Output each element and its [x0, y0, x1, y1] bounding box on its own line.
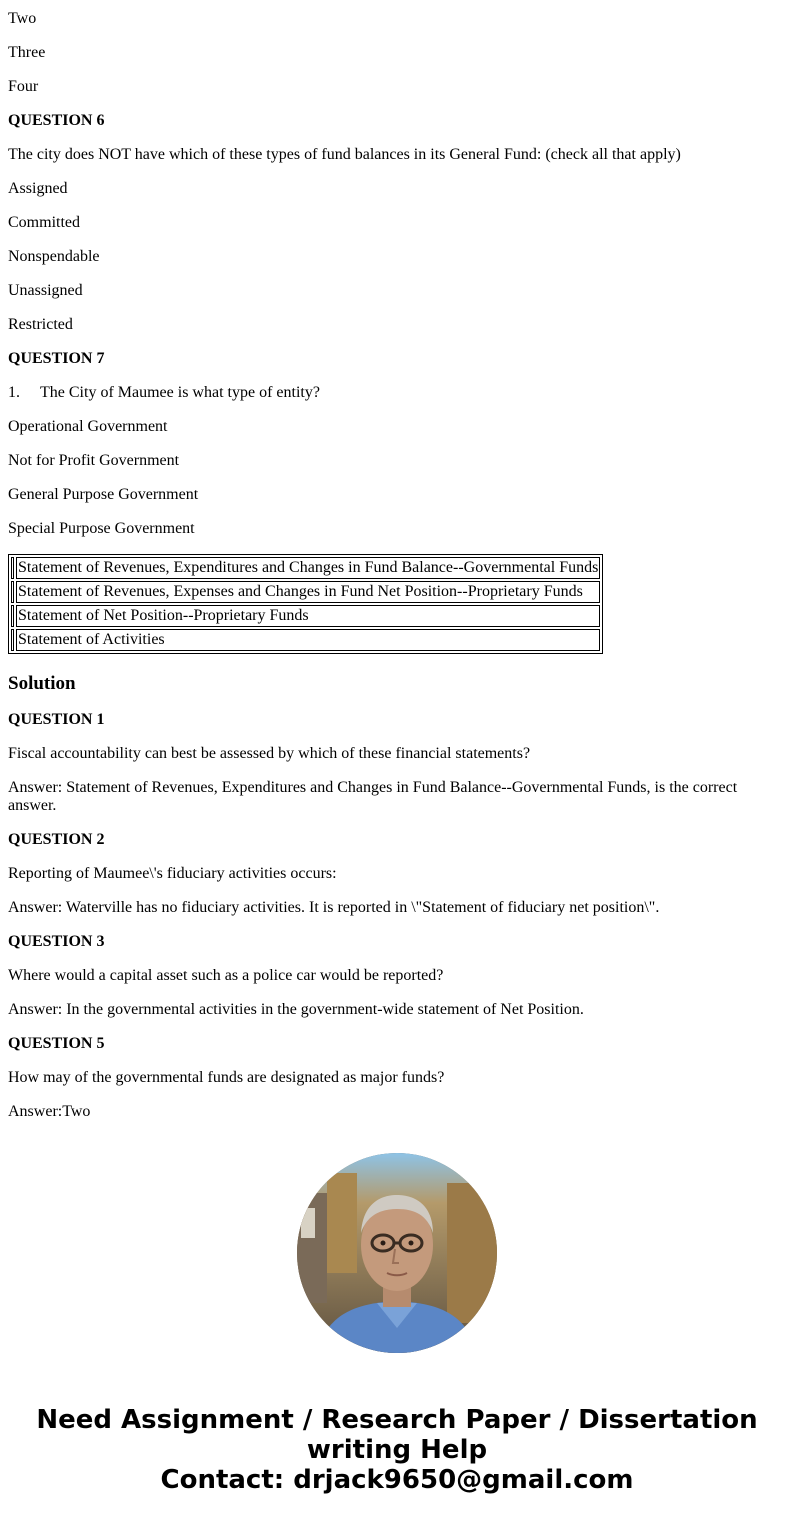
question-7-number: 1. [8, 384, 20, 401]
solution-question-text: Fiscal accountability can best be assessed by which of these financial statements? [8, 745, 531, 762]
solution-answer-text: Answer: Statement of Revenues, Expenditures and Changes in Fund Balance--Governmental Funds, is the correct answer. [8, 779, 738, 814]
statements-table [8, 554, 603, 654]
option-text: Four [8, 78, 39, 95]
solution-question-text: Reporting of Maumee\'s fiduciary activities occurs: [8, 865, 337, 882]
table-cell: Statement of Revenues, Expenditures and Changes in Fund Balance--Governmental Funds [16, 557, 600, 579]
question-6-text: The city does NOT have which of these types of fund balances in its General Fund: (check all that apply) [8, 146, 681, 163]
table-cell-blank [11, 557, 14, 579]
table-cell: Statement of Activities [16, 629, 600, 651]
solution-question-heading: QUESTION 2 [8, 831, 105, 848]
table-cell-blank [11, 629, 14, 651]
solution-answer-text: Answer: Waterville has no fiduciary activities. It is reported in \"Statement of fiduciary net position\". [8, 899, 660, 916]
question-7-heading: QUESTION 7 [8, 350, 105, 367]
solution-question-heading: QUESTION 5 [8, 1035, 105, 1052]
solution-question-heading: QUESTION 1 [8, 711, 105, 728]
option-text: Unassigned [8, 282, 83, 299]
solution-question-heading: QUESTION 3 [8, 933, 105, 950]
option-text: Not for Profit Government [8, 452, 180, 469]
option-text: Two [8, 10, 37, 27]
document-body [8, 0, 778, 1137]
option-text: Special Purpose Government [8, 520, 195, 537]
solution-question-text: Where would a capital asset such as a police car would be reported? [8, 967, 444, 984]
solution-answer-text: Answer: In the governmental activities in the government-wide statement of Net Position. [8, 1001, 584, 1018]
tutor-avatar [297, 1153, 497, 1353]
solution-heading: Solution [8, 673, 76, 694]
table-cell-blank [11, 581, 14, 603]
promo-banner [0, 1405, 794, 1495]
promo-contact: Contact: drjack9650@gmail.com [160, 1465, 634, 1495]
option-text: Committed [8, 214, 80, 231]
option-text: General Purpose Government [8, 486, 199, 503]
option-text: Operational Government [8, 418, 168, 435]
solution-question-text: How may of the governmental funds are designated as major funds? [8, 1069, 445, 1086]
table-row [11, 605, 600, 627]
option-text: Restricted [8, 316, 73, 333]
solution-answer-text: Answer:Two [8, 1103, 91, 1120]
table-row [11, 557, 600, 579]
table-cell: Statement of Revenues, Expenses and Changes in Fund Net Position--Proprietary Funds [16, 581, 600, 603]
option-text: Assigned [8, 180, 68, 197]
avatar-portrait-icon [297, 1153, 497, 1353]
option-text: Nonspendable [8, 248, 100, 265]
question-7-prompt: The City of Maumee is what type of entity? [40, 384, 320, 401]
promo-headline: Need Assignment / Research Paper / Dissertation writing Help [36, 1405, 758, 1465]
table-row [11, 629, 600, 651]
table-row [11, 581, 600, 603]
table-cell-blank [11, 605, 14, 627]
question-6-heading: QUESTION 6 [8, 112, 105, 129]
table-cell: Statement of Net Position--Proprietary Funds [16, 605, 600, 627]
option-text: Three [8, 44, 46, 61]
question-7-text [8, 384, 778, 402]
